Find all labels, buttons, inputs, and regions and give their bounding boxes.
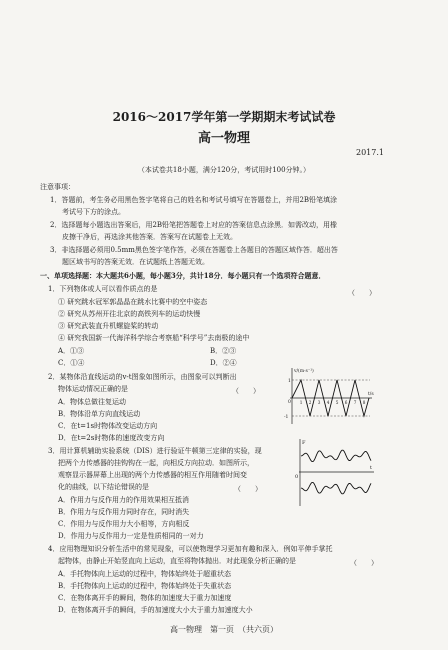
vt-xtick: 7 [353, 400, 357, 405]
exam-subject: 高一物理 [197, 131, 250, 146]
answer-paren: （ ） [350, 559, 378, 567]
force-xlabel: t [370, 465, 373, 471]
q1-choice-b: B．②③ [210, 347, 237, 355]
q1-statement: ① 研究跳水冠军郭晶晶在跳水比赛中的空中姿态 [58, 298, 208, 306]
question-3-line: 3．用计算机辅助实验系统（DIS）进行验证牛顿第三定律的实验，现 [48, 447, 262, 455]
question-2-stem: 2．某物体沿直线运动的v-t图象如图所示，由图象可以判断出 [48, 373, 237, 381]
q2-option-d: D．在t=2s时物体的速度改变方向 [58, 434, 165, 442]
vt-xlabel: t/s [368, 392, 374, 397]
force-graph [294, 436, 376, 508]
vt-ylabel: v/(m·s⁻¹) [294, 369, 314, 374]
q2-option-a: A．物体总做往复运动 [58, 398, 127, 406]
vt-ytick: 1 [288, 379, 291, 384]
vt-xtick: 3 [317, 400, 321, 405]
force-ylabel: F [302, 440, 306, 446]
notice-line: 3．非选择题必须用0.5mm黑色签字笔作答，必须在答题卷上各题目的答题区域作答．超出答 [50, 246, 338, 254]
notice-line: 2．选择题每小题选出答案后，用2B铅笔把答题卷上对应的答案信息点涂黑．如需改动，用橡 [50, 221, 338, 229]
exam-title: 2016～2017学年第一学期期末考试试卷 [112, 110, 336, 124]
vt-xtick: 5 [335, 400, 339, 405]
q3-option-b: B．作用力与反作用力同时存在，同时消失 [58, 508, 190, 516]
vt-xtick: 6 [344, 400, 348, 405]
exam-note: （本试卷共18小题，满分120分，考试用时100分钟。） [137, 166, 311, 174]
vt-xtick: 4 [326, 400, 330, 405]
q2-option-c: C．在t=1s时物体改变运动方向 [58, 422, 158, 430]
notice-line: 1．答题前，考生务必用黑色签字笔将自己的姓名和考试号填写在答题卷上，并用2B铅笔填涂 [50, 196, 338, 204]
vt-graph [284, 364, 376, 428]
section-heading: 一、单项选择题：本大题共6小题，每小题3分，共计18分．每小题只有一个选项符合题意． [40, 271, 326, 280]
vt-xtick: 2 [308, 400, 312, 405]
vt-xtick: 8 [362, 400, 366, 405]
answer-paren: （ ） [232, 387, 260, 395]
answer-paren: （ ） [234, 485, 262, 493]
q4-option-c: C．在物体离开手的瞬间，物体的加速度大于重力加速度 [58, 594, 232, 602]
question-2-stem: 物体运动情况正确的是 [58, 385, 128, 393]
q3-option-c: C．作用力与反作用力大小相等，方向相反 [58, 520, 190, 528]
vt-origin: 0 [288, 400, 291, 405]
q3-option-a: A．作用力与反作用力的作用效果相互抵消 [58, 496, 190, 504]
q4-option-b: B．手托物体向上运动的过程中，物体始终处于失重状态 [58, 582, 232, 590]
q1-statement: ④ 研究我国新一代海洋科学综合考察船“科学号”去南极的途中 [58, 334, 250, 342]
notice-line: 皮擦干净后，再选涂其他答案．答案写在试题卷上无效。 [62, 233, 237, 241]
question-4-line: 4．应用物理知识分析生活中的常见现象，可以使物理学习更加有趣和深入．例如平伸手掌托 [48, 545, 333, 553]
notice-heading: 注意事项： [40, 183, 75, 191]
notice-line: 考试号下方的涂点。 [62, 208, 125, 216]
force-origin: 0 [295, 474, 299, 480]
q1-choice-a: A．①③ [58, 347, 85, 355]
q1-choice-d: D．②④ [210, 359, 237, 367]
q1-choice-c: C．①④ [58, 359, 85, 367]
question-3-line: 化的曲线，以下结论错误的是 [58, 483, 149, 491]
page-footer: 高一物理 第一页 （共六页） [170, 625, 278, 634]
answer-paren: （ ） [348, 289, 376, 297]
question-3-line: 把两个力传感器的挂钩钩在一起，向相反方向拉动．如图所示， [58, 459, 254, 467]
q2-option-b: B．物体沿单方向直线运动 [58, 410, 141, 418]
q3-option-d: D．作用力与反作用力一定是性质相同的一对力 [58, 532, 204, 540]
q1-statement: ② 研究从苏州开往北京的高铁列车的运动快慢 [58, 310, 201, 318]
vt-ytick: -1 [284, 415, 289, 420]
notice-line: 题区域书写的答案无效．在试题纸上答题无效。 [62, 258, 209, 266]
q1-statement: ③ 研究武装直升机螺旋桨的转动 [58, 322, 159, 330]
question-3-line: 观察显示器屏幕上出现的两个力传感器的相互作用随着时间变 [58, 471, 247, 479]
q4-option-a: A．手托物体向上运动的过程中，物体始终处于超重状态 [58, 570, 232, 578]
vt-xtick: 1 [299, 400, 303, 405]
q4-option-d: D．在物体离开手的瞬间，手的加速度大小大于重力加速度大小 [58, 606, 253, 614]
question-4-line: 起物体，由静止开始竖直向上运动，直至将物体抛出．对此现象分析正确的是 [58, 557, 296, 565]
exam-date: 2017.1 [356, 148, 384, 157]
question-1-stem: 1．下列物体或人可以看作质点的是 [48, 285, 158, 293]
